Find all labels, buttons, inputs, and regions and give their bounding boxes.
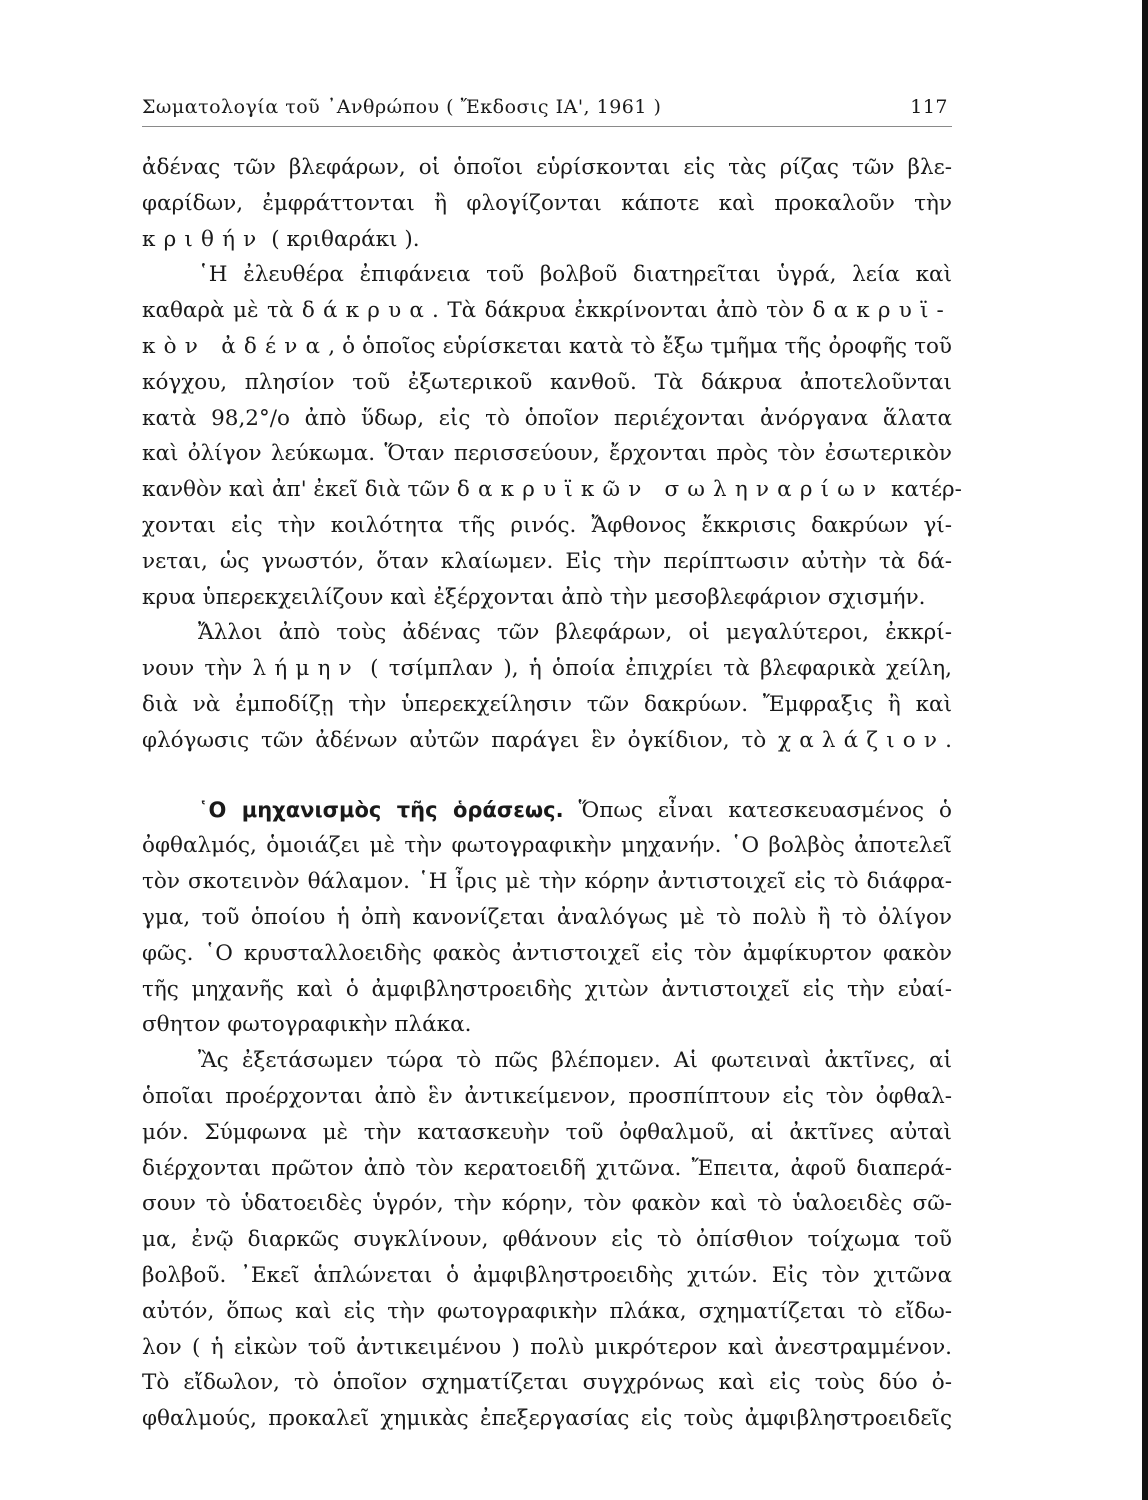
text-line: καὶ ὀλίγον λεύκωμα. Ὅταν περισσεύουν, ἔρχονται πρὸς τὸν ἐσωτερικὸν bbox=[142, 441, 952, 467]
spaced-term: κὸν ἀδένα bbox=[142, 333, 329, 359]
text-line: μα, ἐνῷ διαρκῶς συγκλίνουν, φθάνουν εἰς τὸ ὀπίσθιον τοίχωμα τοῦ bbox=[142, 1227, 952, 1253]
spaced-term: χαλάζιον bbox=[778, 727, 946, 753]
paragraph-gap bbox=[142, 759, 952, 793]
text-line: νεται, ὡς γνωστόν, ὅταν κλαίωμεν. Εἰς τὴν περίπτωσιν αὐτὴν τὰ δά- bbox=[142, 548, 952, 574]
text-line: φθαλμούς, προκαλεῖ χημικὰς ἐπεξεργασίας εἰς τοὺς ἀμφιβληστροειδεῖς bbox=[142, 1406, 952, 1432]
text-line: μόν. Σύμφωνα μὲ τὴν κατασκευὴν τοῦ ὀφθαλμοῦ, αἱ ἀκτῖνες αὐταὶ bbox=[142, 1119, 952, 1145]
text-line: λον ( ἡ εἰκὼν τοῦ ἀντικειμένου ) πολὺ μικρότερον καὶ ἀνεστραμμένον. bbox=[142, 1334, 952, 1360]
spaced-term: δακρυϊκῶν σωληναρίων bbox=[456, 477, 885, 503]
text-line: βολβοῦ. ᾿Εκεῖ ἁπλώνεται ὁ ἀμφιβληστροειδὴς χιτών. Εἰς τὸν χιτῶνα bbox=[142, 1262, 952, 1288]
text-line: Τὸ εἴδωλον, τὸ ὁποῖον σχηματίζεται συγχρόνως καὶ εἰς τοὺς δύο ὀ- bbox=[142, 1370, 952, 1396]
text-line: κριθήν ( κριθαράκι ). bbox=[142, 226, 420, 252]
text-line: ῾Η ἐλευθέρα ἐπιφάνεια τοῦ βολβοῦ διατηρεῖται ὑγρά, λεία καὶ bbox=[198, 262, 952, 288]
running-title: Σωματολογία τοῦ ᾿Ανθρώπου ( Ἔκδοσις ΙΑ', 1961 ) bbox=[142, 96, 662, 118]
text-line: ἀδένας τῶν βλεφάρων, οἱ ὁποῖοι εὑρίσκονται εἰς τὰς ρίζας τῶν βλε- bbox=[142, 155, 952, 180]
text-line: κατὰ 98,2°/o ἀπὸ ὕδωρ, εἰς τὸ ὁποῖον περιέχονται ἀνόργανα ἅλατα bbox=[142, 405, 952, 431]
text-line: ῾Ο μηχανισμὸς τῆς ὁράσεως. Ὅπως εἶναι κατεσκευασμένος ὁ bbox=[198, 797, 952, 823]
text-line: διέρχονται πρῶτον ἀπὸ τὸν κερατοειδῆ χιτῶνα. Ἔπειτα, ἀφοῦ διαπερά- bbox=[142, 1155, 952, 1181]
text-line: τὸν σκοτεινὸν θάλαμον. ῾Η ἶρις μὲ τὴν κόρην ἀντιστοιχεῖ εἰς τὸ διάφρα- bbox=[142, 869, 952, 895]
text-line: σθητον φωτογραφικὴν πλάκα. bbox=[142, 1012, 472, 1038]
text-line: Ἄλλοι ἀπὸ τοὺς ἀδένας τῶν βλεφάρων, οἱ μεγαλύτεροι, ἐκκρί- bbox=[198, 620, 952, 646]
text-line: κρυα ὑπερεκχειλίζουν καὶ ἐξέρχονται ἀπὸ τὴν μεσοβλεφάριον σχισμήν. bbox=[142, 584, 926, 610]
text-line: αὐτόν, ὅπως καὶ εἰς τὴν φωτογραφικὴν πλάκα, σχηματίζεται τὸ εἴδω- bbox=[142, 1298, 952, 1324]
text-line: κόγχου, πλησίον τοῦ ἐξωτερικοῦ κανθοῦ. Τὰ δάκρυα ἀποτελοῦνται bbox=[142, 369, 952, 395]
text-line: Ἂς ἐξετάσωμεν τώρα τὸ πῶς βλέπομεν. Αἱ φωτειναὶ ἀκτῖνες, αἱ bbox=[198, 1048, 952, 1074]
spaced-term: δακρυϊ- bbox=[812, 298, 952, 324]
text-line: τῆς μηχανῆς καὶ ὁ ἀμφιβληστροειδὴς χιτὼν ἀντιστοιχεῖ εἰς τὴν εὐαί- bbox=[142, 976, 952, 1002]
text-line: γμα, τοῦ ὁποίου ἡ ὀπὴ κανονίζεται ἀναλόγως μὲ τὸ πολὺ ἢ τὸ ὀλίγον bbox=[142, 904, 952, 930]
running-header bbox=[142, 96, 952, 127]
spaced-term: δάκρυα bbox=[301, 298, 433, 324]
spaced-term: λήμην bbox=[252, 656, 360, 682]
text-line: φλόγωσις τῶν ἀδένων αὐτῶν παράγει ἓν ὀγκίδιον, τὸ χαλάζιον. bbox=[142, 727, 952, 753]
page-number: 117 bbox=[910, 96, 948, 118]
text-line: ὀφθαλμός, ὁμοιάζει μὲ τὴν φωτογραφικὴν μηχανήν. ῾Ο βολβὸς ἀποτελεῖ bbox=[142, 833, 952, 859]
text-line: σουν τὸ ὑδατοειδὲς ὑγρόν, τὴν κόρην, τὸν φακὸν καὶ τὸ ὑαλοειδὲς σῶ- bbox=[142, 1191, 952, 1217]
section-heading: ῾Ο μηχανισμὸς τῆς ὁράσεως. bbox=[198, 797, 564, 822]
text-line: κὸν ἀδένα, ὁ ὁποῖος εὑρίσκεται κατὰ τὸ ἔξω τμῆμα τῆς ὀροφῆς τοῦ bbox=[142, 333, 952, 359]
text-line: χονται εἰς τὴν κοιλότητα τῆς ρινός. Ἄφθονος ἔκκρισις δακρύων γί- bbox=[142, 512, 952, 538]
text-line: φαρίδων, ἐμφράττονται ἢ φλογίζονται κάποτε καὶ προκαλοῦν τὴν bbox=[142, 190, 952, 216]
body-text bbox=[142, 150, 962, 1437]
text-line: ὁποῖαι προέρχονται ἀπὸ ἓν ἀντικείμενον, προσπίπτουν εἰς τὸν ὀφθαλ- bbox=[142, 1083, 952, 1109]
text-line: διὰ νὰ ἐμποδίζῃ τὴν ὑπερεκχείλησιν τῶν δακρύων. Ἔμφραξις ἢ καὶ bbox=[142, 691, 952, 717]
scan-edge bbox=[1142, 0, 1148, 1500]
text-line: κανθὸν καὶ ἀπ' ἐκεῖ διὰ τῶν δακρυϊκῶν σωληναρίων κατέρ- bbox=[142, 477, 962, 503]
text-line: νουν τὴν λήμην ( τσίμπλαν ), ἡ ὁποία ἐπιχρίει τὰ βλεφαρικὰ χείλη, bbox=[142, 656, 952, 682]
text-line: φῶς. ῾Ο κρυσταλλοειδὴς φακὸς ἀντιστοιχεῖ εἰς τὸν ἀμφίκυρτον φακὸν bbox=[142, 940, 952, 966]
spaced-term: κριθήν bbox=[142, 226, 265, 252]
text-line: καθαρὰ μὲ τὰ δάκρυα. Τὰ δάκρυα ἐκκρίνονται ἀπὸ τὸν δακρυϊ- bbox=[142, 298, 952, 324]
